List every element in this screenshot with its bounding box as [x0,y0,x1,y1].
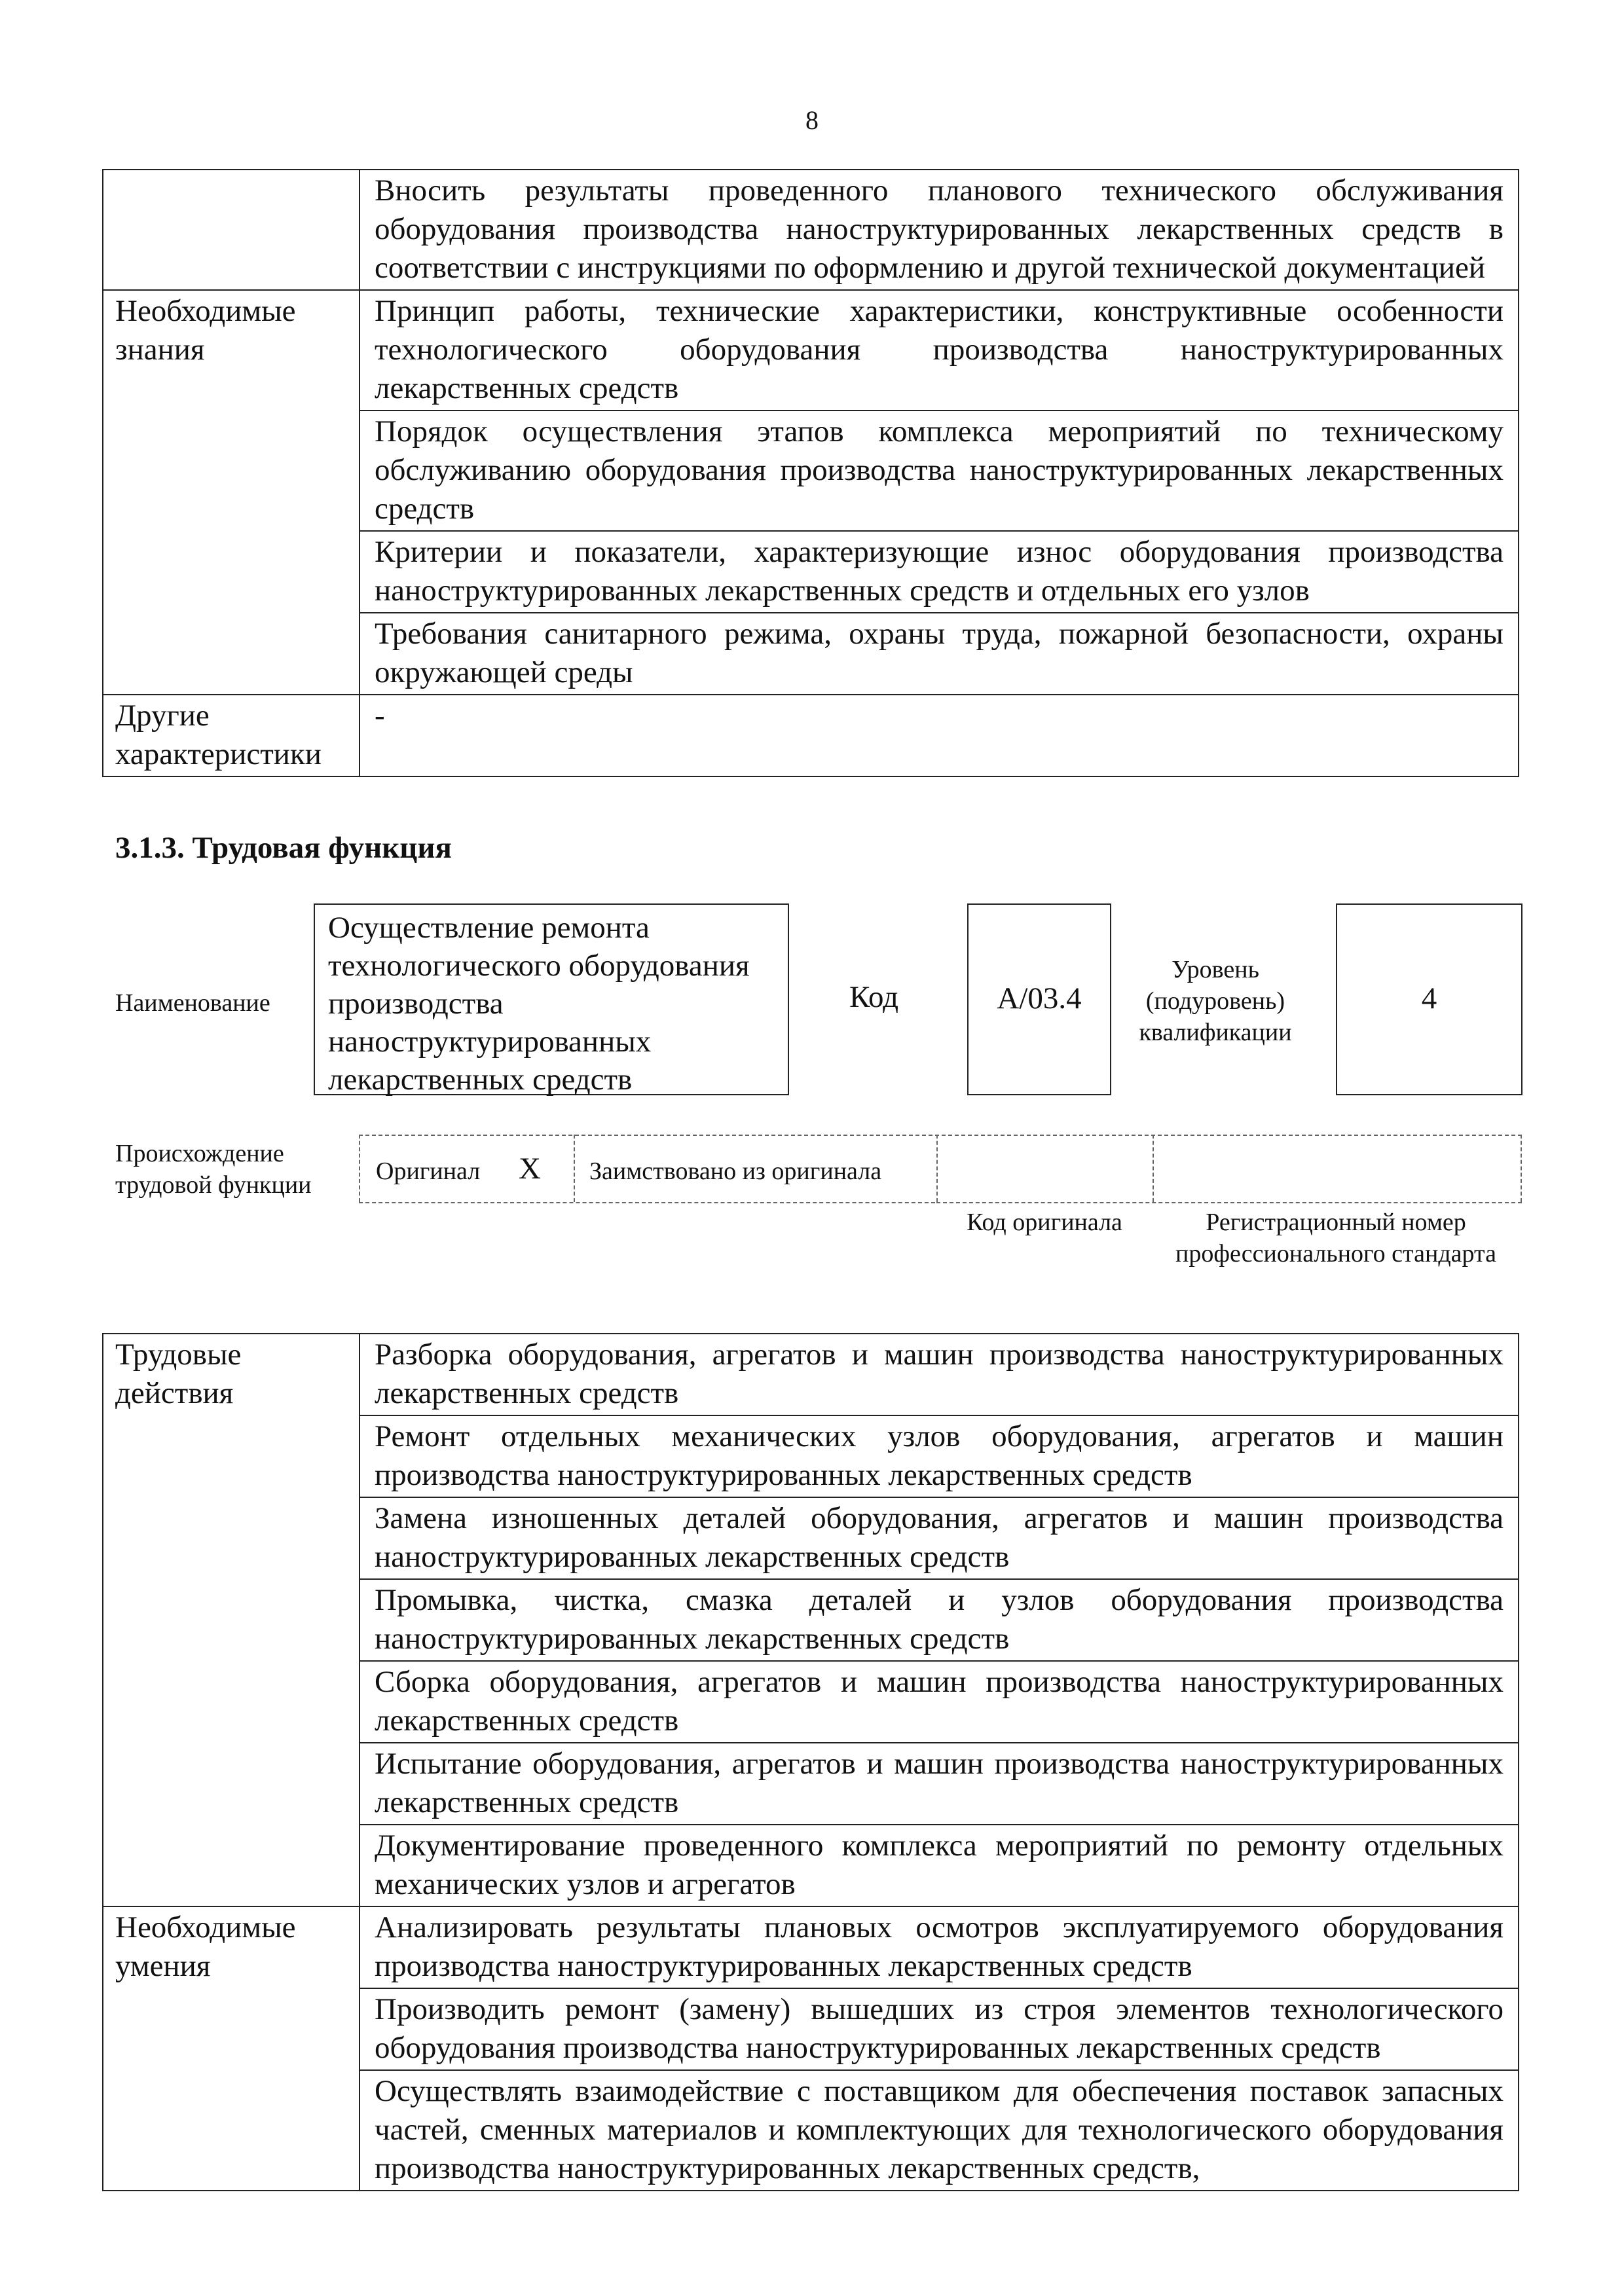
row-item: Требования санитарного режима, охраны труда, пожарной безопасности, охраны окружающей среды [360,613,1519,695]
function-name-box [314,903,789,1095]
code-value: A/03.4 [997,981,1082,1015]
table-row [103,695,1519,776]
origin-sep-2 [574,1135,575,1202]
section-heading: 3.1.3. Трудовая функция [115,831,452,865]
knowledge-table [102,169,1519,777]
row-item: Производить ремонт (замену) вышедших из строя элементов технологического оборудования производства наноструктурированных лекарственных средств [360,1988,1519,2070]
row-item: Испытание оборудования, агрегатов и машин производства наноструктурированных лекарственных средств [360,1743,1519,1825]
code-label: Код [849,980,899,1014]
original-label: Оригинал [376,1157,481,1185]
row-item: Промывка, чистка, смазка деталей и узлов оборудования производства наноструктурированных лекарственных средств [360,1579,1519,1661]
row-item: Замена изношенных деталей оборудования, агрегатов и машин производства наноструктурированных лекарственных средств [360,1497,1519,1579]
origin-top-line [359,1135,1522,1136]
row-item: Вносить результаты проведенного планового технического обслуживания оборудования производства наноструктурированных лекарственных средств в соответствии с инструкциями по оформлению и другой технической документацией [360,170,1519,290]
borrowed-label: Заимствовано из оригинала [589,1157,882,1185]
page-number: 8 [805,105,819,135]
table-row [103,1334,1519,1415]
original-mark: X [519,1152,541,1186]
row-item: Анализировать результаты плановых осмотров эксплуатируемого оборудования производства наноструктурированных лекарственных средств [360,1906,1519,1988]
row-label: Трудовые действия [103,1334,360,1906]
table-row [103,170,1519,290]
row-item: Ремонт отдельных механических узлов оборудования, агрегатов и машин производства наноструктурированных лекарственных средств [360,1415,1519,1497]
row-item: Порядок осуществления этапов комплекса мероприятий по техническому обслуживанию оборудования производства наноструктурированных лекарственных средств [360,410,1519,531]
table-row [103,290,1519,410]
row-item: Документирование проведенного комплекса мероприятий по ремонту отдельных механических узлов и агрегатов [360,1825,1519,1906]
row-item: Критерии и показатели, характеризующие износ оборудования производства наноструктурированных лекарственных средств и отдельных его узлов [360,531,1519,613]
row-item: Осуществлять взаимодействие с поставщиком для обеспечения поставок запасных частей, сменных материалов и комплектующих для технологического оборудования производства наноструктурированных лекарственных средств, [360,2070,1519,2191]
row-item: Разборка оборудования, агрегатов и машин производства наноструктурированных лекарственных средств [360,1334,1519,1415]
row-label [103,170,360,290]
level-box [1336,903,1522,1095]
table-row [103,1906,1519,1988]
origin-sep-4 [1153,1135,1154,1202]
row-item: Принцип работы, технические характеристики, конструктивные особенности технологического оборудования производства наноструктурированных лекарственных средств [360,290,1519,410]
row-label: Другие характеристики [103,695,360,776]
origin-sep-3 [936,1135,938,1202]
origin-sep-5 [1521,1135,1522,1202]
origin-label: Происхождение трудовой функции [115,1140,312,1199]
origin-sep-1 [359,1135,360,1202]
origin-bottom-line-2 [936,1202,1522,1203]
row-item: Сборка оборудования, агрегатов и машин производства наноструктурированных лекарственных средств [360,1661,1519,1743]
actions-table [102,1333,1519,2191]
origin-bottom-line [359,1202,935,1203]
row-label: Необходимые знания [103,290,360,695]
level-value: 4 [1421,981,1437,1015]
reg-number-caption: Регистрационный номер профессионального стандарта [1175,1209,1496,1267]
level-label: Уровень (подуровень) квалификации [1139,956,1292,1046]
name-label: Наименование [115,989,270,1017]
row-label: Необходимые умения [103,1906,360,2191]
code-box [967,903,1111,1095]
function-name: Осуществление ремонта технологического оборудования производства наноструктурированных лекарственных средств [328,911,750,1097]
code-original-caption: Код оригинала [967,1209,1122,1236]
row-item: - [360,695,1519,776]
